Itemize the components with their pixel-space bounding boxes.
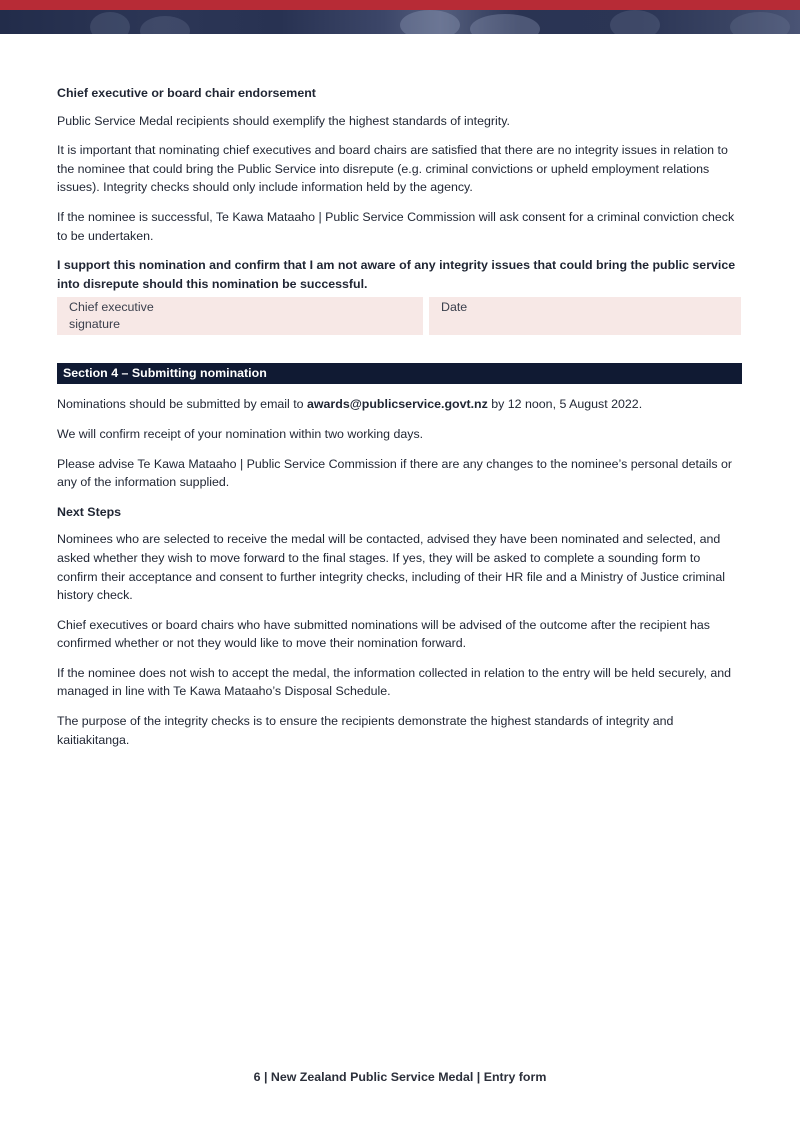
endorsement-paragraph: If the nominee is successful, Te Kawa Mataaho | Public Service Commission will ask consent for a criminal conviction check to be undertaken. (57, 209, 735, 243)
next-steps-paragraph: Chief executives or board chairs who have submitted nominations will be advised of the outcome after the recipient has confirmed whether or not they would like to move their nomination forward. (57, 617, 710, 651)
submission-paragraph (57, 395, 743, 414)
endorsement-paragraph: Public Service Medal recipients should exemplify the highest standards of integrity. (57, 113, 510, 128)
confirmation-paragraph: We will confirm receipt of your nomination within two working days. (57, 426, 424, 441)
header-photo-band (0, 10, 800, 34)
submission-text-prefix: Nominations should be submitted by email to (57, 397, 308, 412)
advise-paragraph: Please advise Te Kawa Mataaho | Public Service Commission if there are any changes to the nominee’s personal details or any of the information supplied. (57, 456, 732, 490)
page-content (57, 84, 743, 760)
chief-executive-signature-field[interactable] (57, 297, 423, 335)
date-field[interactable] (429, 297, 741, 335)
submission-email-link[interactable]: awards@publicservice.govt.nz (307, 397, 488, 412)
next-steps-paragraph: If the nominee does not wish to accept the medal, the information collected in relation to the entry will be held securely, and managed in line with Te Kawa Mataaho’s Disposal Schedule. (57, 665, 732, 699)
page-header-banner (0, 0, 800, 34)
signature-label: Chief executive signature (69, 300, 154, 332)
endorsement-statement: I support this nomination and confirm that I am not aware of any integrity issues that could bring the public service into disrepute should this nomination be successful. (57, 258, 736, 291)
section-4-header: Section 4 – Submitting nomination (57, 363, 742, 384)
submission-text-suffix: by 12 noon, 5 August 2022. (487, 397, 643, 412)
header-red-stripe (0, 0, 800, 10)
endorsement-heading: Chief executive or board chair endorsement (57, 86, 316, 100)
next-steps-heading: Next Steps (57, 504, 122, 519)
next-steps-paragraph: The purpose of the integrity checks is to ensure the recipients demonstrate the highest standards of integrity and kaitiakitanga. (57, 714, 674, 747)
signature-row (57, 297, 743, 335)
endorsement-paragraph: It is important that nominating chief executives and board chairs are satisfied that there are no integrity issues in relation to the nominee that could bring the Public Service into disrepute (e.g. criminal convictions or upheld employment relations issues). Integrity checks should only include information held by the agency. (57, 143, 728, 195)
next-steps-paragraph: Nominees who are selected to receive the medal will be contacted, advised they have been nominated and selected, and asked whether they wish to move forward to the final stages. If yes, they will be asked to complete a sounding form to confirm their acceptance and consent to further integrity checks, including of their HR file and a Ministry of Justice criminal history check. (57, 532, 726, 603)
page-footer: 6 | New Zealand Public Service Medal | Entry form (253, 1070, 547, 1084)
date-label: Date (441, 300, 468, 315)
